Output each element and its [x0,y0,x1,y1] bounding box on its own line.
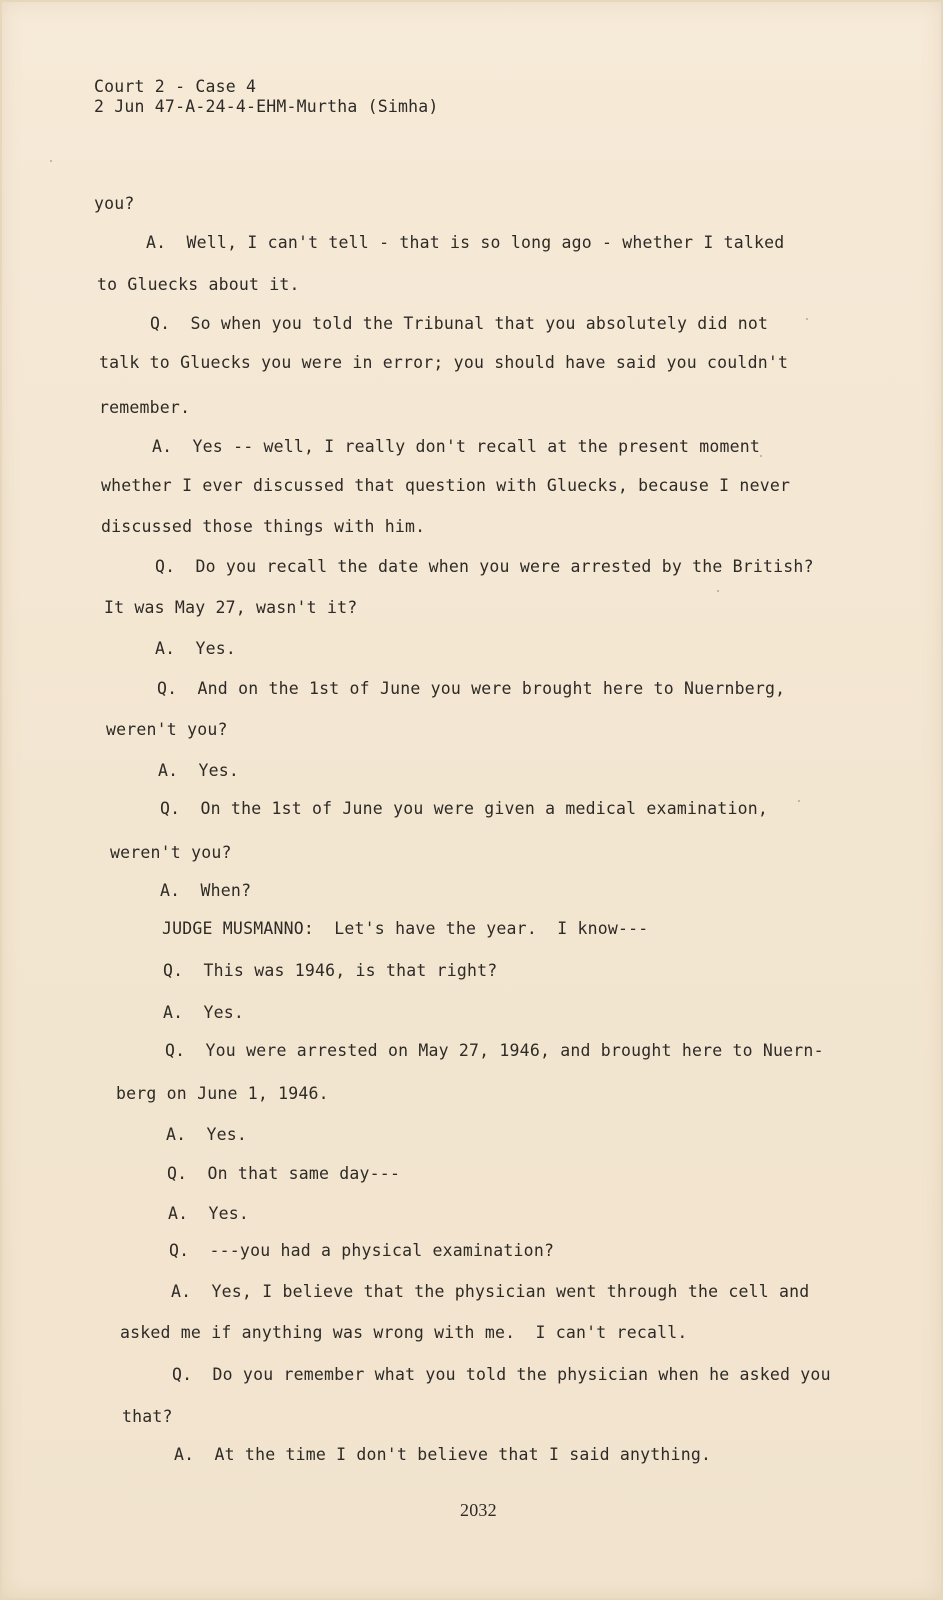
transcript-line: Q. On the 1st of June you were given a medical examination, [160,799,769,818]
transcript-line: A. Yes. [166,1125,248,1144]
transcript-line: berg on June 1, 1946. [116,1084,329,1103]
header-reference: 2 Jun 47-A-24-4-EHM-Murtha (Simha) [94,97,439,116]
transcript-line: A. When? [160,881,252,900]
paper-speck [50,160,52,162]
transcript-line: Q. On that same day--- [167,1164,401,1183]
page-number: 2032 [460,1500,497,1520]
transcript-line: A. Yes. [158,761,240,780]
transcript-line: that? [122,1407,173,1426]
paper-speck [806,318,808,320]
header-court-case: Court 2 - Case 4 [94,77,257,96]
transcript-line: asked me if anything was wrong with me. I can't recall. [120,1323,688,1342]
transcript-line: A. Yes -- well, I really don't recall at the present moment [152,437,761,456]
transcript-line: discussed those things with him. [101,517,426,536]
transcript-line: weren't you? [106,720,228,739]
transcript-line: A. At the time I don't believe that I said anything. [174,1445,712,1464]
transcript-line: Q. ---you had a physical examination? [169,1241,555,1260]
transcript-line: Q. You were arrested on May 27, 1946, and brought here to Nuern- [165,1041,824,1060]
transcript-line: Q. Do you remember what you told the physician when he asked you [172,1365,831,1384]
transcript-line: A. Yes. [168,1204,250,1223]
transcript-line: Q. So when you told the Tribunal that you absolutely did not [150,314,769,333]
transcript-line: talk to Gluecks you were in error; you should have said you couldn't [99,353,789,372]
transcript-line: whether I ever discussed that question with Gluecks, because I never [101,476,791,495]
transcript-line: A. Well, I can't tell - that is so long ago - whether I talked [146,233,785,252]
transcript-line: A. Yes. [155,639,237,658]
page-header [94,77,439,117]
transcript-line: weren't you? [110,843,232,862]
transcript-line: It was May 27, wasn't it? [104,598,358,617]
transcript-line: Q. And on the 1st of June you were brought here to Nuernberg, [157,679,786,698]
transcript-line: Q. This was 1946, is that right? [163,961,498,980]
transcript-line: you? [94,194,135,213]
transcript-line: to Gluecks about it. [97,275,300,294]
transcript-line: A. Yes. [163,1003,245,1022]
paper-speck [798,800,800,802]
transcript-line: A. Yes, I believe that the physician went through the cell and [171,1282,810,1301]
paper-speck [760,455,762,457]
transcript-line: remember. [99,398,191,417]
transcript-line: JUDGE MUSMANNO: Let's have the year. I know--- [162,919,649,938]
paper-speck [717,590,719,592]
transcript-line: Q. Do you recall the date when you were arrested by the British? [155,557,814,576]
